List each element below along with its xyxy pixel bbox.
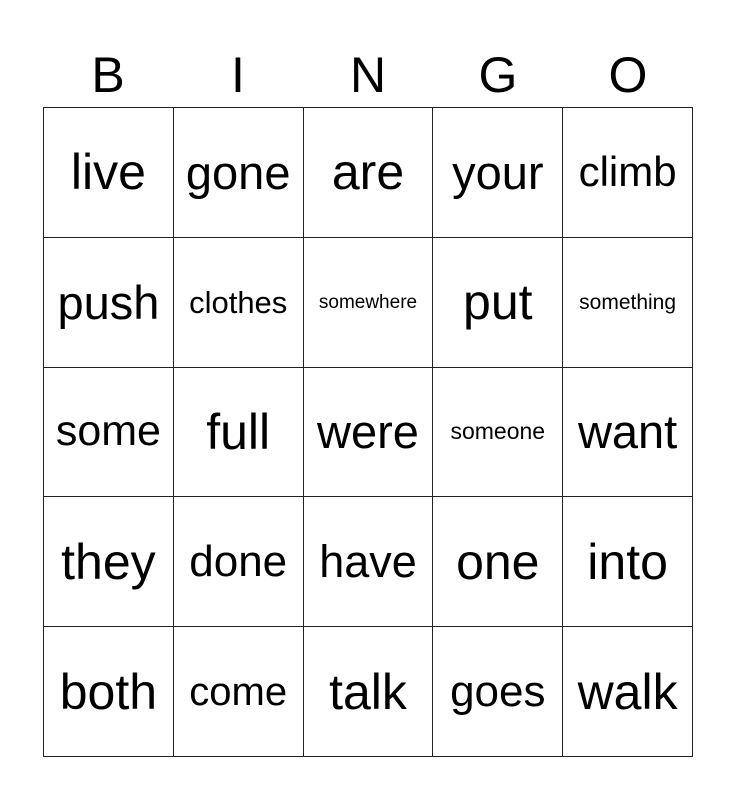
header-letter-g: G xyxy=(478,47,518,103)
bingo-cell: one xyxy=(433,497,563,627)
bingo-cell: climb xyxy=(563,108,693,238)
bingo-cell: full xyxy=(174,368,304,498)
bingo-cell: come xyxy=(174,627,304,757)
bingo-board xyxy=(43,107,693,757)
bingo-cell: talk xyxy=(304,627,434,757)
bingo-cell: live xyxy=(44,108,174,238)
bingo-cell: someone xyxy=(433,368,563,498)
bingo-cell: want xyxy=(563,368,693,498)
bingo-cell: walk xyxy=(563,627,693,757)
bingo-cell: something xyxy=(563,238,693,368)
bingo-cell: your xyxy=(433,108,563,238)
bingo-cell: were xyxy=(304,368,434,498)
bingo-cell: somewhere xyxy=(304,238,434,368)
bingo-cell: have xyxy=(304,497,434,627)
bingo-cell: both xyxy=(44,627,174,757)
bingo-cell: they xyxy=(44,497,174,627)
bingo-cell: goes xyxy=(433,627,563,757)
bingo-cell: put xyxy=(433,238,563,368)
bingo-cell: clothes xyxy=(174,238,304,368)
bingo-cell: gone xyxy=(174,108,304,238)
bingo-cell: into xyxy=(563,497,693,627)
bingo-cell: done xyxy=(174,497,304,627)
bingo-cell: some xyxy=(44,368,174,498)
header-letter-i: I xyxy=(231,47,245,103)
bingo-cell: push xyxy=(44,238,174,368)
header-letter-n: N xyxy=(349,47,387,103)
bingo-cell: are xyxy=(304,108,434,238)
header-letter-o: O xyxy=(608,47,648,103)
header-letter-b: B xyxy=(91,47,125,103)
bingo-header xyxy=(43,44,693,106)
